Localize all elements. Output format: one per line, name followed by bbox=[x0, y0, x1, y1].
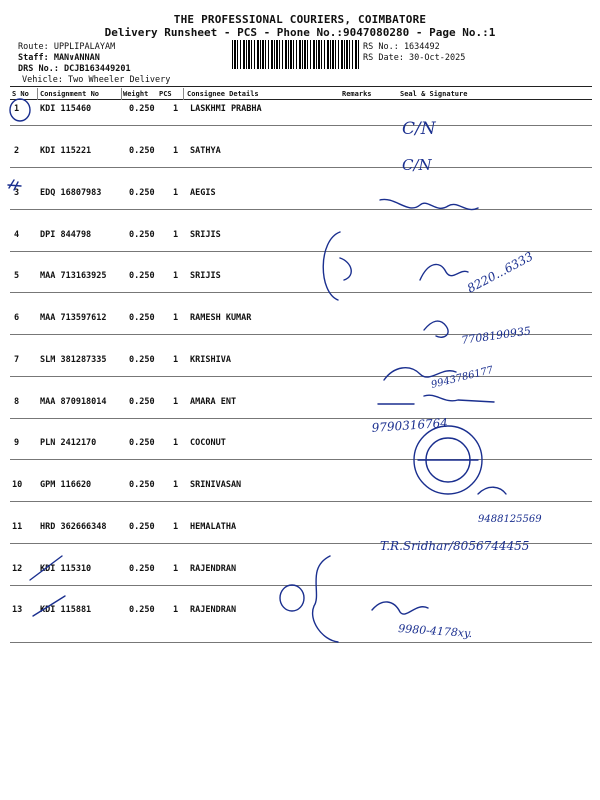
row8-handwritten-phone: 9790316764 bbox=[371, 415, 449, 435]
row-sno: 1 bbox=[14, 104, 20, 114]
drs-number: DRS No.: DCJB163449201 bbox=[18, 64, 131, 74]
row-pcs: 1 bbox=[173, 605, 179, 615]
row-weight: 0.250 bbox=[129, 355, 155, 365]
row-pcs: 1 bbox=[173, 397, 179, 407]
row-weight: 0.250 bbox=[129, 230, 155, 240]
row-consignment: MAA 713597612 bbox=[40, 313, 107, 323]
row-pcs: 1 bbox=[173, 313, 179, 323]
row-weight: 0.250 bbox=[129, 438, 155, 448]
row-consignee: HEMALATHA bbox=[190, 522, 237, 532]
row-consignee: AEGIS bbox=[190, 188, 216, 198]
row-consignee: LASKHMI PRABHA bbox=[190, 104, 262, 114]
row-consignee: KRISHIVA bbox=[190, 355, 231, 365]
col-remarks: Remarks bbox=[342, 90, 372, 98]
row-weight: 0.250 bbox=[129, 188, 155, 198]
col-seal: Seal & Signature bbox=[400, 90, 468, 98]
row12-strike-mark bbox=[30, 556, 62, 580]
row-consignee: AMARA ENT bbox=[190, 397, 237, 407]
row-weight: 0.250 bbox=[129, 397, 155, 407]
row2-handwritten-cn: C/N bbox=[402, 156, 432, 174]
bracket-mark bbox=[313, 556, 338, 642]
circle-mark bbox=[280, 585, 304, 611]
row-weight: 0.250 bbox=[129, 146, 155, 156]
row-consignment: KDI 115221 bbox=[40, 146, 92, 156]
row-pcs: 1 bbox=[173, 438, 179, 448]
row-consignee: RAMESH KUMAR bbox=[190, 313, 252, 323]
row-consignment: GPM 116620 bbox=[40, 480, 92, 490]
row-pcs: 1 bbox=[173, 271, 179, 281]
row-pcs: 1 bbox=[173, 104, 179, 114]
runsheet-subtitle: Delivery Runsheet - PCS - Phone No.:9047080280 - Page No.:1 bbox=[104, 26, 496, 39]
row-consignment: HRD 362666348 bbox=[40, 522, 107, 532]
row10-handwritten-phone: 9488125569 bbox=[478, 514, 542, 525]
row-sno: 8 bbox=[14, 397, 20, 407]
row-pcs: 1 bbox=[173, 480, 179, 490]
row-sno: 11 bbox=[12, 522, 23, 532]
row10-signature bbox=[478, 487, 506, 494]
row6-handwritten-phone: 7708190935 bbox=[460, 324, 532, 347]
row-weight: 0.250 bbox=[129, 271, 155, 281]
row1-circle-mark bbox=[10, 99, 30, 121]
row-consignee: SATHYA bbox=[190, 146, 221, 156]
row-consignee: SRIJIS bbox=[190, 230, 221, 240]
row-consignment: EDQ 16807983 bbox=[40, 188, 102, 198]
row-sno: 4 bbox=[14, 230, 20, 240]
row-sno: 3 bbox=[14, 188, 20, 198]
row-consignee: RAJENDRAN bbox=[190, 605, 237, 615]
row-consignment: DPI 844798 bbox=[40, 230, 92, 240]
row-sno: 7 bbox=[14, 355, 20, 365]
row-pcs: 1 bbox=[173, 522, 179, 532]
row-consignment: MAA 713163925 bbox=[40, 271, 107, 281]
row-pcs: 1 bbox=[173, 188, 179, 198]
row3-signature bbox=[380, 199, 478, 209]
row-consignment: PLN 2412170 bbox=[40, 438, 97, 448]
row13-strike-mark bbox=[33, 596, 65, 616]
row-sno: 2 bbox=[14, 146, 20, 156]
row-pcs: 1 bbox=[173, 355, 179, 365]
row-weight: 0.250 bbox=[129, 522, 155, 532]
row-sno: 5 bbox=[14, 271, 20, 281]
row7-handwritten-phone: 9943786177 bbox=[430, 364, 495, 391]
vehicle-label: Vehicle: Two Wheeler Delivery bbox=[22, 75, 171, 85]
row3-check-mark bbox=[8, 180, 21, 190]
row13-handwritten-phone: 9980-4178xy. bbox=[397, 622, 473, 641]
company-title: THE PROFESSIONAL COURIERS, COIMBATORE bbox=[173, 13, 427, 26]
col-sno: S No bbox=[12, 90, 29, 98]
row-consignee: COCONUT bbox=[190, 438, 226, 448]
row11-handwritten-name-phone: T.R.Sridhar/8056744455 bbox=[380, 539, 530, 553]
row-weight: 0.250 bbox=[129, 480, 155, 490]
rs-number: RS No.: 1634492 bbox=[363, 42, 440, 52]
staff-label: Staff: MAN∨ANNAN bbox=[18, 53, 100, 63]
row6-signature bbox=[424, 321, 448, 337]
row-consignee: SRIJIS bbox=[190, 271, 221, 281]
rs-date: RS Date: 30-Oct-2025 bbox=[363, 53, 466, 63]
row-pcs: 1 bbox=[173, 146, 179, 156]
row-pcs: 1 bbox=[173, 564, 179, 574]
route-label: Route: UPPLIPALAYAM bbox=[18, 42, 116, 52]
row-weight: 0.250 bbox=[129, 564, 155, 574]
bracket-mark bbox=[323, 232, 351, 300]
col-consignee: Consignee Details bbox=[187, 90, 259, 98]
row8-signature bbox=[378, 395, 494, 404]
row-sno: 10 bbox=[12, 480, 23, 490]
row-weight: 0.250 bbox=[129, 104, 155, 114]
row-consignment: KDI 115881 bbox=[40, 605, 92, 615]
row-consignment: KDI 115460 bbox=[40, 104, 92, 114]
row-consignee: RAJENDRAN bbox=[190, 564, 237, 574]
row5-handwritten-phone: 8220...6333 bbox=[464, 249, 536, 296]
row-weight: 0.250 bbox=[129, 605, 155, 615]
row-sno: 13 bbox=[12, 605, 23, 615]
row-consignment: KDI 115310 bbox=[40, 564, 92, 574]
row-weight: 0.250 bbox=[129, 313, 155, 323]
row1-handwritten-cn: C/N bbox=[402, 119, 436, 139]
row-consignment: MAA 870918014 bbox=[40, 397, 107, 407]
row5-signature bbox=[420, 264, 468, 280]
row13-signature bbox=[372, 602, 428, 614]
row-sno: 9 bbox=[14, 438, 20, 448]
col-weight: Weight bbox=[123, 90, 149, 98]
row-sno: 6 bbox=[14, 313, 20, 323]
row-sno: 12 bbox=[12, 564, 23, 574]
row-consignee: SRINIVASAN bbox=[190, 480, 242, 490]
col-pcs: PCS bbox=[159, 90, 172, 98]
row-pcs: 1 bbox=[173, 230, 179, 240]
col-consignment: Consignment No bbox=[40, 90, 100, 98]
row-consignment: SLM 381287335 bbox=[40, 355, 107, 365]
